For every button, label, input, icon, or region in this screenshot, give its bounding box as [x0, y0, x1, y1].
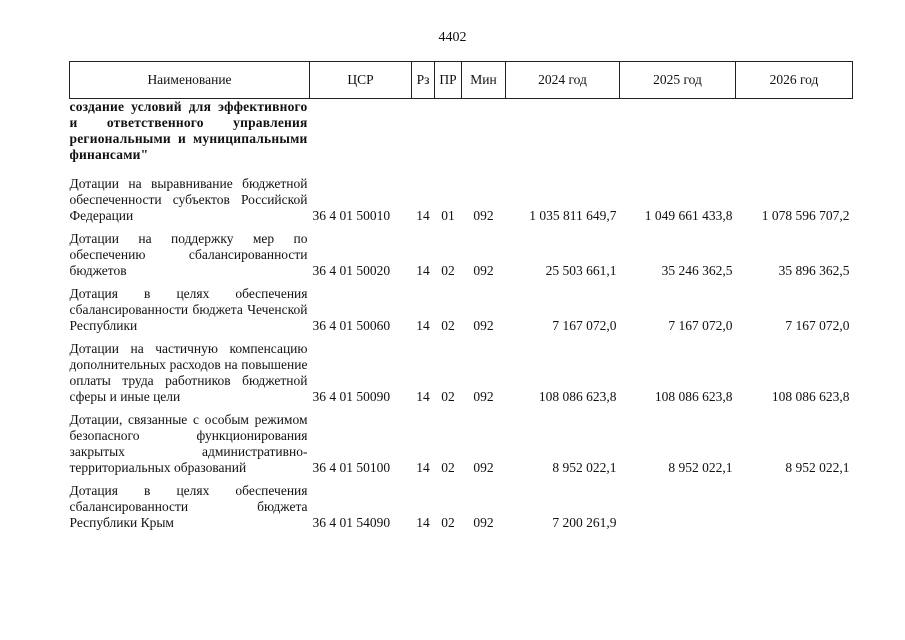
column-header-min: Мин	[462, 62, 506, 99]
row-2024-value: 108 086 623,8	[538, 389, 617, 404]
row-2025-value: 1 049 661 433,8	[644, 208, 733, 223]
row-rz: 14	[416, 389, 430, 404]
row-2026-value: 7 167 072,0	[785, 318, 850, 333]
page-number: 4402	[438, 30, 467, 45]
row-csr: 36 4 01 50060	[312, 318, 391, 333]
row-csr: 36 4 01 50010	[312, 208, 391, 223]
row-min: 092	[473, 263, 494, 278]
column-header-2024: 2024 год	[506, 62, 620, 99]
row-2026-value: 1 078 596 707,2	[761, 208, 850, 223]
row-name: Дотации на выравнивание бюджетной обеспеченности субъектов Российской Федерации	[69, 176, 308, 223]
row-2026-value: 35 896 362,5	[778, 263, 850, 278]
row-2026-value: 108 086 623,8	[771, 389, 850, 404]
row-min: 092	[473, 318, 494, 333]
table-row	[70, 279, 853, 334]
column-header-pr: ПР	[435, 62, 462, 99]
table-row	[70, 334, 853, 405]
row-2024-value: 1 035 811 649,7	[529, 208, 617, 223]
row-2026-value: 8 952 022,1	[785, 460, 850, 475]
row-2024-value: 8 952 022,1	[552, 460, 617, 475]
row-2026-value	[736, 476, 853, 531]
column-header-2025: 2025 год	[620, 62, 736, 99]
row-2025-value: 108 086 623,8	[654, 389, 733, 404]
row-pr: 02	[441, 389, 455, 404]
row-rz: 14	[416, 515, 430, 530]
row-2024-value: 7 200 261,9	[552, 515, 617, 530]
row-name: Дотации, связанные с особым режимом безопасного функционирования закрытых административно-территориальных образований	[69, 412, 308, 475]
row-rz: 14	[416, 208, 430, 223]
column-header-rz: Рз	[412, 62, 435, 99]
column-header-name: Наименование	[70, 62, 310, 99]
table-header-row	[70, 62, 853, 99]
row-rz: 14	[416, 263, 430, 278]
column-header-2026: 2026 год	[736, 62, 853, 99]
row-pr: 02	[441, 515, 455, 530]
row-csr: 36 4 01 50020	[312, 263, 391, 278]
row-min: 092	[473, 515, 494, 530]
row-2025-value: 35 246 362,5	[661, 263, 733, 278]
row-pr: 02	[441, 460, 455, 475]
table-row	[70, 224, 853, 279]
row-2025-value: 8 952 022,1	[668, 460, 733, 475]
row-csr: 36 4 01 50100	[312, 460, 391, 475]
row-pr: 01	[441, 208, 455, 223]
row-pr: 02	[441, 318, 455, 333]
table-row	[70, 476, 853, 531]
table-row	[70, 405, 853, 476]
budget-table	[69, 61, 853, 531]
row-min: 092	[473, 389, 494, 404]
row-min: 092	[473, 208, 494, 223]
row-name: Дотации на поддержку мер по обеспечению сбалансированности бюджетов	[69, 231, 308, 278]
column-header-csr: ЦСР	[310, 62, 412, 99]
row-csr: 36 4 01 54090	[312, 515, 391, 530]
row-2025-value: 7 167 072,0	[668, 318, 733, 333]
row-2024-value: 7 167 072,0	[552, 318, 617, 333]
row-name: Дотация в целях обеспечения сбалансированности бюджета Республики Крым	[69, 483, 308, 530]
row-2025-value	[620, 476, 736, 531]
intro-program-text: создание условий для эффективного и ответственного управления региональными и муниципальными финансами"	[69, 99, 308, 162]
row-2024-value: 25 503 661,1	[545, 263, 617, 278]
row-pr: 02	[441, 263, 455, 278]
row-name: Дотации на частичную компенсацию дополнительных расходов на повышение оплаты труда работников бюджетной сферы и иные цели	[69, 341, 308, 404]
table-row	[70, 169, 853, 224]
table-row-intro	[70, 99, 853, 170]
row-rz: 14	[416, 318, 430, 333]
row-rz: 14	[416, 460, 430, 475]
row-min: 092	[473, 460, 494, 475]
row-csr: 36 4 01 50090	[312, 389, 391, 404]
row-name: Дотация в целях обеспечения сбалансированности бюджета Чеченской Республики	[69, 286, 308, 333]
